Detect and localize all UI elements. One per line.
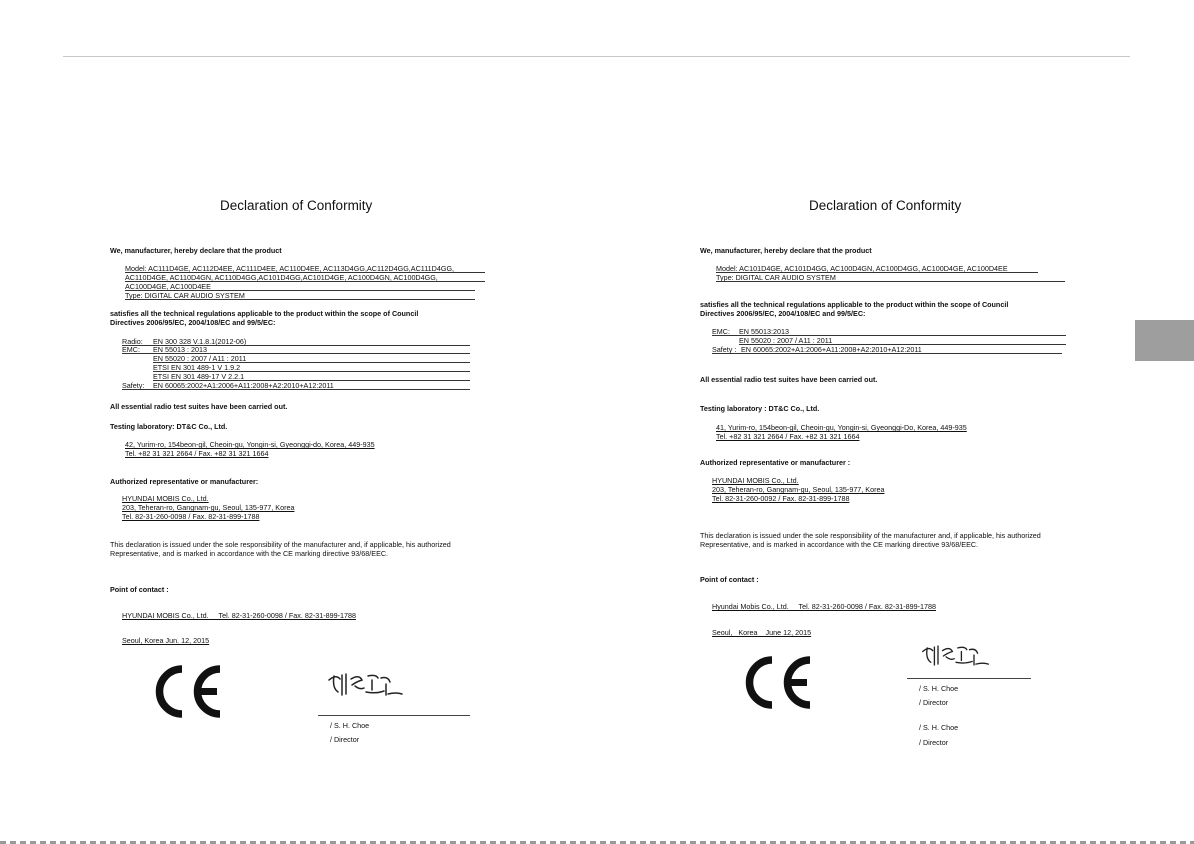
left-model-line-3: AC100D4GE, AC100D4EE [125, 282, 211, 291]
left-signer-title: / Director [330, 735, 360, 744]
right-satisfies-line-1: satisfies all the technical regulations applicable to the product within the scope of Council [700, 300, 1009, 309]
top-divider [63, 56, 1130, 57]
right-place-date: Seoul, Korea June 12, 2015 [712, 628, 812, 637]
right-signer-name: / S. H. Choe [919, 723, 959, 732]
left-reg-underline [153, 380, 470, 381]
right-responsibility-line-2: Representative, and is marked in accordance with the CE marking directive 93/68/EEC. [700, 540, 979, 549]
left-reg-underline [122, 345, 470, 346]
left-lab-address: 42, Yurim-ro, 154beon-gil, Cheoin-gu, Yongin-si, Gyeonggi-do, Korea, 449-935 [125, 440, 375, 449]
right-contact-line: Hyundai Mobis Co., Ltd. Tel. 82-31-260-0098 / Fax. 82-31-899-1788 [712, 602, 937, 611]
left-reg-underline [153, 371, 470, 372]
right-radio-note: All essential radio test suites have been carried out. [700, 375, 878, 384]
left-reg-label: Safety: [122, 381, 145, 390]
left-reg-underline [122, 353, 470, 354]
left-radio-note: All essential radio test suites have been carried out. [110, 402, 288, 411]
right-intro: We, manufacturer, hereby declare that the product [700, 246, 872, 255]
left-reg-value: EN 55020 : 2007 / A11 : 2011 [153, 354, 247, 363]
right-model: Model: AC101D4GE, AC101D4GG, AC100D4GN, AC100D4GG, AC100D4GE, AC100D4EE [716, 264, 1008, 273]
left-satisfies-line-1: satisfies all the technical regulations applicable to the product within the scope of Council [110, 309, 419, 318]
right-reg-underline [712, 335, 1066, 336]
signature-icon [920, 641, 992, 671]
right-lab-address: 41, Yurim-ro, 154beon-gil, Cheoin-gu, Yongin-si, Gyeonggi-Do, Korea, 449-935 [716, 423, 967, 432]
left-type: Type: DIGITAL CAR AUDIO SYSTEM [125, 291, 245, 300]
left-contact-line: HYUNDAI MOBIS Co., Ltd. Tel. 82-31-260-0098 / Fax. 82-31-899-1788 [122, 611, 356, 620]
left-rep-company: HYUNDAI MOBIS Co., Ltd. [122, 494, 209, 503]
right-responsibility-line-1: This declaration is issued under the sole responsibility of the manufacturer and, if applicable, his authorized [700, 531, 1041, 540]
left-reg-value: ETSI EN 301 489-1 V 1.9.2 [153, 363, 241, 372]
right-reg-value: EN 55020 : 2007 / A11 : 2011 [739, 336, 833, 345]
left-satisfies-line-2: Directives 2006/95/EC, 2004/108/EC and 99/5/EC: [110, 318, 276, 327]
left-model-underline [125, 290, 475, 291]
left-signature-line [318, 715, 470, 716]
left-reg-underline [122, 389, 470, 390]
right-lab-phone: Tel. +82 31 321 2664 / Fax. +82 31 321 1664 [716, 432, 860, 441]
left-responsibility-line-2: Representative, and is marked in accordance with the CE marking directive 93/68/EEC. [110, 549, 389, 558]
right-reg-label: EMC: [712, 327, 730, 336]
left-reg-underline [153, 362, 470, 363]
right-rep-phone: Tel. 82-31-260-0092 / Fax. 82-31-899-1788 [712, 494, 850, 503]
right-rep-heading: Authorized representative or manufacturer : [700, 458, 851, 467]
right-type: Type: DIGITAL CAR AUDIO SYSTEM [716, 273, 836, 282]
right-signer-title: / Director [919, 738, 949, 747]
right-signature-line [907, 678, 1031, 679]
right-rep-company: HYUNDAI MOBIS Co., Ltd. [712, 476, 799, 485]
left-reg-value: EN 60065:2002+A1:2006+A11:2008+A2:2010+A12:2011 [153, 381, 334, 390]
right-type-underline [716, 281, 1065, 282]
left-signer-name: / S. H. Choe [330, 721, 370, 730]
left-reg-label: Radio: [122, 337, 143, 346]
left-responsibility-line-1: This declaration is issued under the sole responsibility of the manufacturer and, if applicable, his authorized [110, 540, 451, 549]
left-model-underline [125, 281, 485, 282]
ce-mark-icon [151, 665, 225, 718]
left-intro: We, manufacturer, hereby declare that the product [110, 246, 282, 255]
left-model-line-2: AC110D4GE, AC110D4GN, AC110D4GG,AC101D4GG,AC101D4GE, AC100D4GN, AC100D4GG, [125, 273, 438, 282]
left-model-line-1: Model: AC111D4GE, AC112D4EE, AC111D4EE, AC110D4EE, AC113D4GG,AC112D4GG,AC111D4GG, [125, 264, 455, 273]
left-title: Declaration of Conformity [220, 198, 373, 213]
chapter-tab[interactable] [1135, 320, 1194, 361]
left-model-underline [125, 272, 485, 273]
left-lab-heading: Testing laboratory: DT&C Co., Ltd. [110, 422, 228, 431]
left-type-underline [125, 299, 475, 300]
right-reg-underline [739, 344, 1066, 345]
left-contact-heading: Point of contact : [110, 585, 169, 594]
right-signer-name: / S. H. Choe [919, 684, 959, 693]
right-title: Declaration of Conformity [809, 198, 962, 213]
left-lab-phone: Tel. +82 31 321 2664 / Fax. +82 31 321 1664 [125, 449, 269, 458]
right-contact-heading: Point of contact : [700, 575, 759, 584]
left-reg-label: EMC: [122, 345, 140, 354]
left-reg-value: EN 55013 : 2013 [153, 345, 207, 354]
right-satisfies-line-2: Directives 2006/95/EC, 2004/108/EC and 99/5/EC: [700, 309, 866, 318]
right-reg-underline [712, 353, 1062, 354]
signature-icon [326, 670, 406, 700]
right-reg-label: Safety : [712, 345, 737, 354]
left-rep-address: 203, Teheran-ro, Gangnam-gu, Seoul, 135-977, Korea [122, 503, 295, 512]
right-lab-heading: Testing laboratory : DT&C Co., Ltd. [700, 404, 820, 413]
left-place-date: Seoul, Korea Jun. 12, 2015 [122, 636, 210, 645]
right-signer-title: / Director [919, 698, 949, 707]
right-reg-value: EN 60065:2002+A1:2006+A11:2008+A2:2010+A12:2011 [741, 345, 922, 354]
right-model-underline [716, 272, 1038, 273]
left-rep-phone: Tel. 82-31-260-0098 / Fax. 82-31-899-1788 [122, 512, 260, 521]
left-reg-value: EN 300 328 V.1.8.1(2012-06) [153, 337, 247, 346]
left-rep-heading: Authorized representative or manufacturer: [110, 477, 259, 486]
right-reg-value: EN 55013:2013 [739, 327, 789, 336]
left-reg-value: ETSI EN 301 489-17 V 2.2.1 [153, 372, 245, 381]
ce-mark-icon [741, 656, 815, 709]
right-rep-address: 203, Teheran-ro, Gangnam-gu, Seoul, 135-977, Korea [712, 485, 885, 494]
